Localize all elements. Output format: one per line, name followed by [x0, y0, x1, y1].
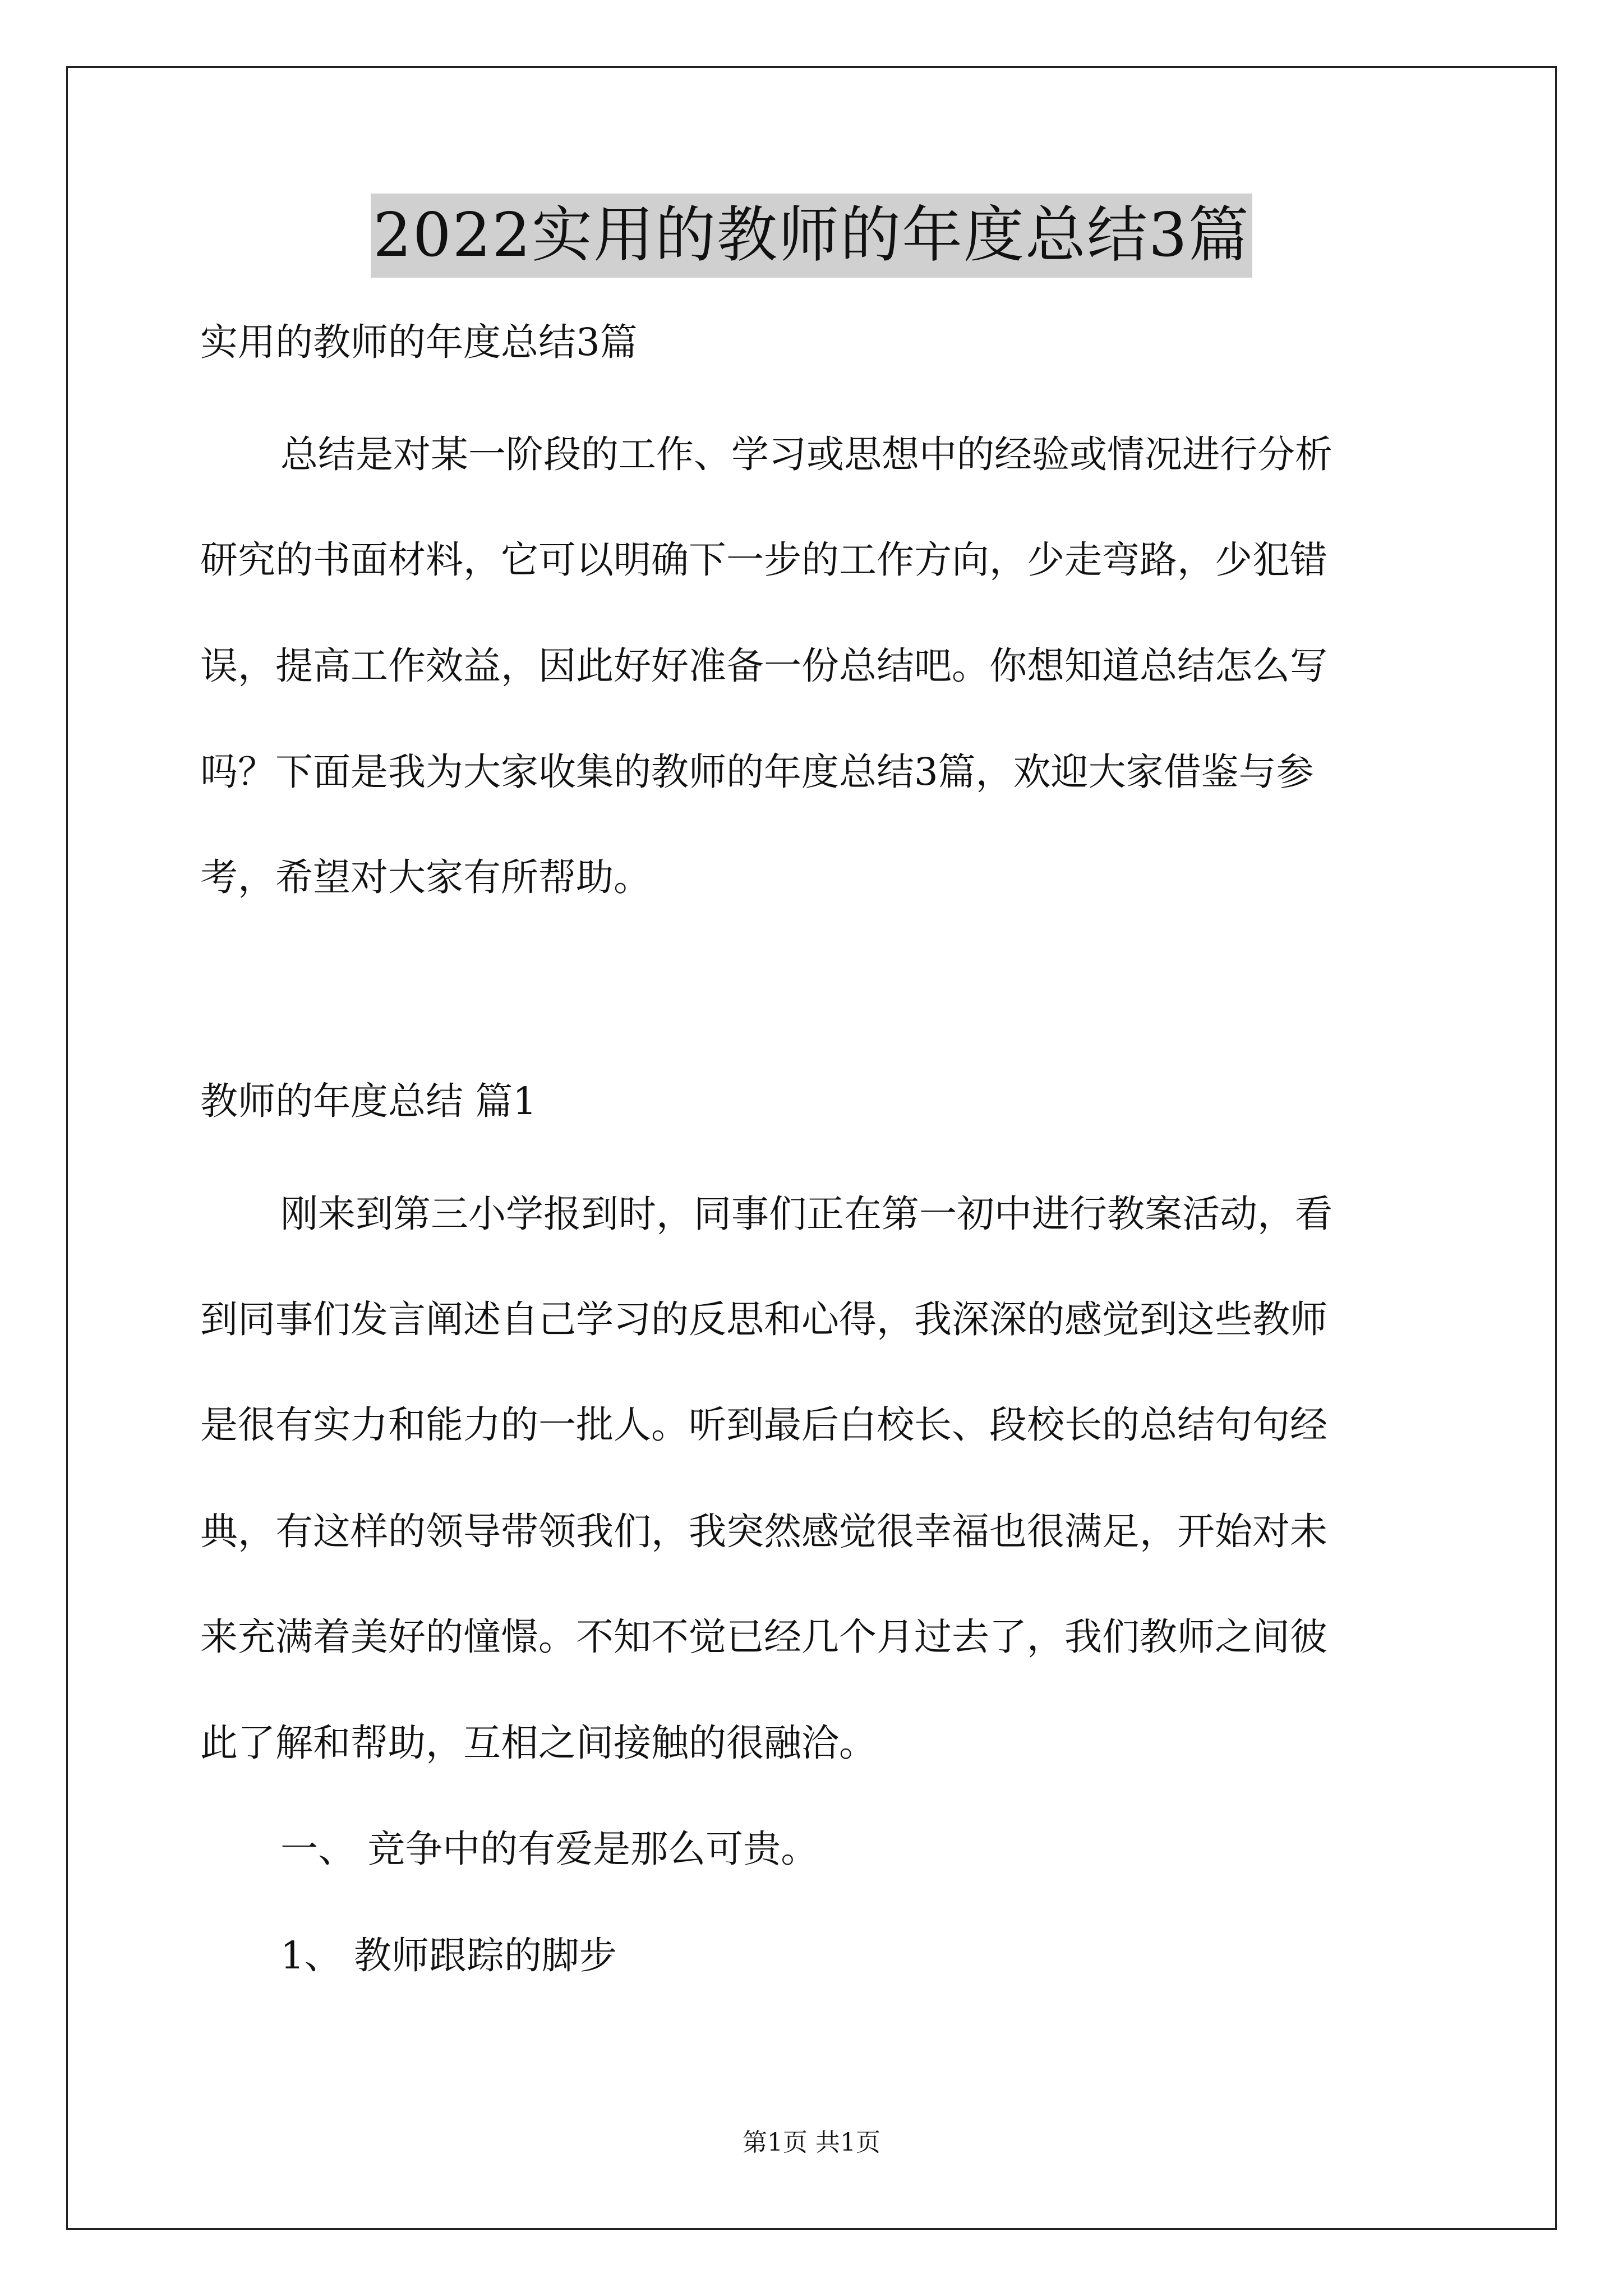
body-line-5: 来充满着美好的憧憬。不知不觉已经几个月过去了，我们教师之间彼	[200, 1615, 1327, 1659]
intro-line-1: 总结是对某一阶段的工作、学习或思想中的经验或情况进行分析	[280, 432, 1332, 476]
intro-line-2: 研究的书面材料，它可以明确下一步的工作方向，少走弯路，少犯错	[200, 538, 1327, 582]
intro-line-3: 误，提高工作效益，因此好好准备一份总结吧。你想知道总结怎么写	[200, 644, 1327, 688]
body-line-1: 刚来到第三小学报到时，同事们正在第一初中进行教案活动，看	[280, 1192, 1332, 1236]
page-footer: 第1页 共1页	[743, 2128, 880, 2157]
body-line-3: 是很有实力和能力的一批人。听到最后白校长、段校长的总结句句经	[200, 1403, 1327, 1447]
document-subtitle: 实用的教师的年度总结3篇	[200, 320, 638, 364]
list-item-1: 一、 竞争中的有爱是那么可贵。	[280, 1827, 819, 1871]
body-line-6: 此了解和帮助，互相之间接触的很融洽。	[200, 1721, 877, 1765]
list-item-2: 1、 教师跟踪的脚步	[280, 1934, 617, 1977]
page-border	[66, 66, 1557, 2230]
body-line-4: 典，有这样的领导带领我们，我突然感觉很幸福也很满足，开始对未	[200, 1510, 1327, 1553]
intro-line-4: 吗？下面是我为大家收集的教师的年度总结3篇，欢迎大家借鉴与参	[200, 750, 1314, 794]
title-container	[0, 194, 1623, 278]
intro-line-5: 考，希望对大家有所帮助。	[200, 855, 651, 899]
document-title: 2022实用的教师的年度总结3篇	[371, 194, 1252, 278]
section-heading: 教师的年度总结 篇1	[200, 1079, 537, 1123]
body-line-2: 到同事们发言阐述自己学习的反思和心得，我深深的感觉到这些教师	[200, 1297, 1327, 1341]
